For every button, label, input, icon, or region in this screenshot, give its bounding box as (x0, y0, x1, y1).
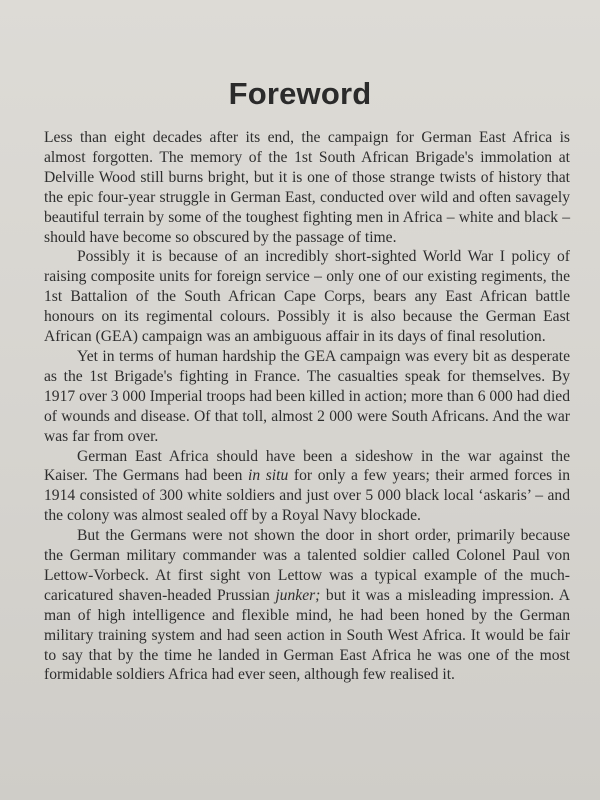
paragraph-text: But the Germans were not shown the door in short order, primarily because the German military commander was a talented soldier called Colonel Paul von Lettow-Vorbeck. At first sight von Lettow was a typical example of the much-caricatured shaven-headed Prussian (44, 527, 570, 604)
italic-phrase: in situ (248, 467, 289, 485)
italic-word: junker; (275, 586, 321, 604)
paragraph-2 (44, 247, 570, 347)
paragraph-text: but it was a misleading impression. A man of high intelligence and flexible mind, he had been honed by the German military training system and had seen action in South West Africa. It would be fair to say that by the time he landed in German East Africa he was one of the most formidable soldiers Africa had ever seen, although few realised it. (44, 586, 570, 684)
page-title: Foreword (228, 76, 372, 111)
paragraph-text: Less than eight decades after its end, the campaign for German East Africa is almost forgotten. The memory of the 1st South African Brigade's immolation at Delville Wood still burns bright, but it is one of those strange twists of history that the epic four-year struggle in German East, conducted over wild and often savagely beautiful terrain by some of the toughest fighting men in Africa – white and black – should have become so obscured by the passage of time. (44, 129, 570, 246)
paragraph-text: for only a few years; their armed forces in 1914 consisted of 300 white soldiers and just over 5 000 black local ‘askaris’ – and the colony was almost sealed off by a Royal Navy blockade. (44, 467, 570, 525)
paragraph-text: Yet in terms of human hardship the GEA campaign was every bit as desperate as the 1st Brigade's fighting in France. The casualties speak for themselves. By 1917 over 3 000 Imperial troops had been killed in action; more than 6 000 had died of wounds and disease. Of that toll, almost 2 000 were South Africans. And the war was far from over. (44, 347, 570, 445)
paragraph-text: Possibly it is because of an incredibly short-sighted World War I policy of raising composite units for foreign service – only one of our existing regiments, the 1st Battalion of the South African Cape Corps, bears any East African battle honours on its regimental colours. Possibly it is also because the German East African (GEA) campaign was an ambiguous affair in its days of final resolution. (44, 248, 570, 346)
paragraph-5 (44, 526, 570, 685)
paragraph-text: German East Africa should have been a sideshow in the war against the Kaiser. The Germans had been (44, 447, 570, 485)
paragraph-1 (44, 128, 570, 247)
paragraph-3 (44, 347, 570, 447)
paragraph-4 (44, 447, 570, 527)
foreword-body (44, 128, 570, 685)
